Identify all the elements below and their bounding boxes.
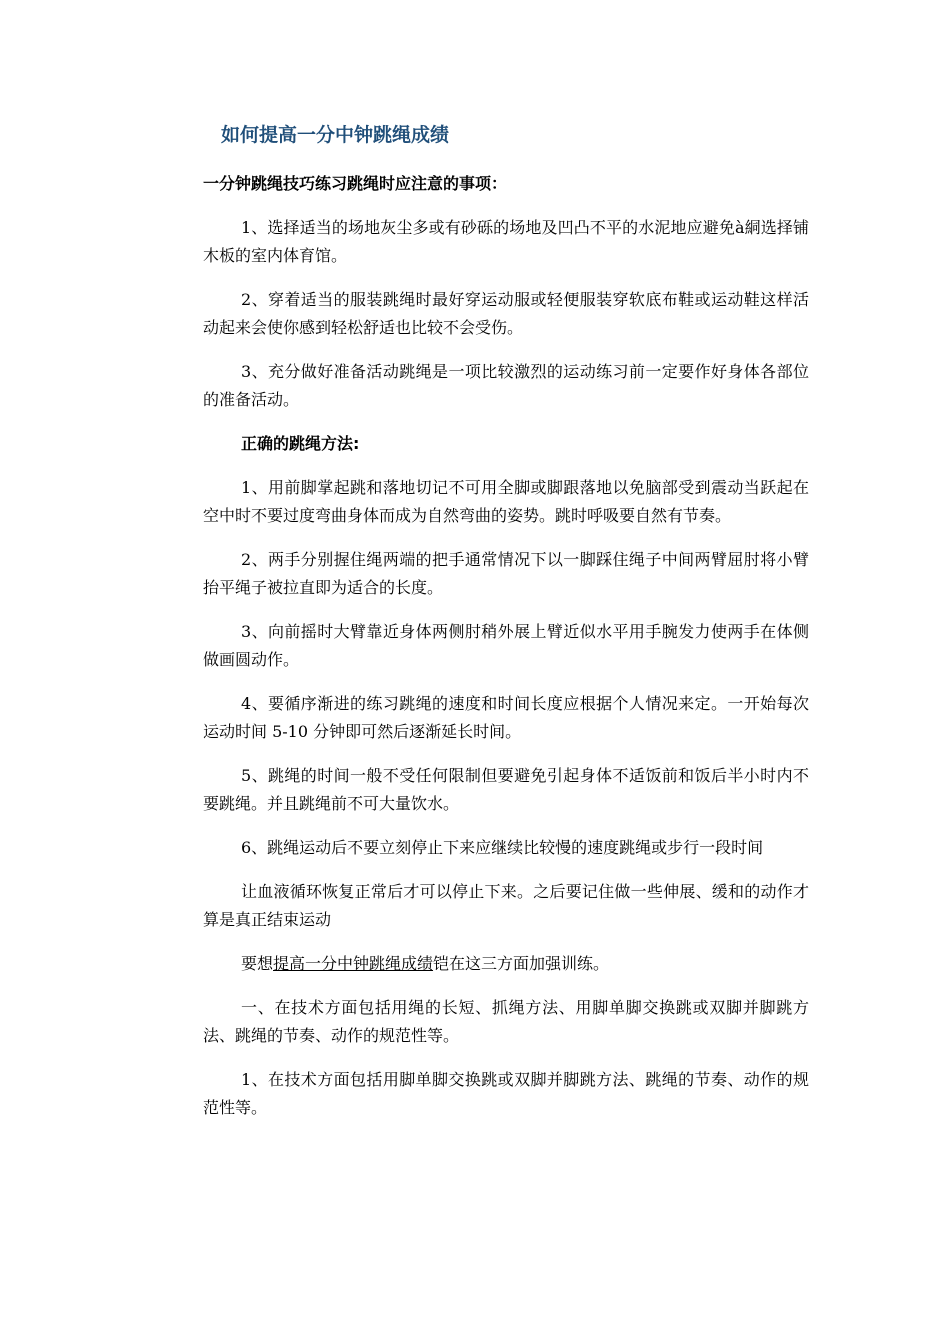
notes-subheading: 一分钟跳绳技巧练习跳绳时应注意的事项： xyxy=(203,174,508,193)
training-paragraph xyxy=(203,950,809,978)
document-title: 如何提高一分中钟跳绳成绩 xyxy=(221,124,450,146)
method-paragraph-3: 3、向前摇时大臂靠近身体两侧肘稍外展上臂近似水平用手腕发力使两手在体侧做画圆动作。 xyxy=(203,622,809,669)
training-link[interactable]: 提高一分中钟跳绳成绩 xyxy=(273,954,434,973)
point-paragraph-2: 1、在技术方面包括用脚单脚交换跳或双脚并脚跳方法、跳绳的节奏、动作的规范性等。 xyxy=(203,1070,809,1117)
method-paragraph-2: 2、两手分别握住绳两端的把手通常情况下以一脚踩住绳子中间两臂屈肘将小臂抬平绳子被拉直即为适合的长度。 xyxy=(203,550,809,597)
method-paragraph-4: 4、要循序渐进的练习跳绳的速度和时间长度应根据个人情况来定。一开始每次运动时间 5-10 分钟即可然后逐渐延长时间。 xyxy=(203,694,809,741)
note-paragraph-3: 3、充分做好准备活动跳绳是一项比较激烈的运动练习前一定要作好身体各部位的准备活动。 xyxy=(203,362,809,409)
method-paragraph-5: 5、跳绳的时间一般不受任何限制但要避免引起身体不适饭前和饭后半小时内不要跳绳。并且跳绳前不可大量饮水。 xyxy=(203,766,809,813)
document-page xyxy=(203,120,809,1122)
training-prefix: 要想 xyxy=(241,954,274,973)
note-paragraph-1: 1、选择适当的场地灰尘多或有砂砾的场地及凹凸不平的水泥地应避免à絧选择铺木板的室内体育馆。 xyxy=(203,218,809,265)
method-paragraph-1: 1、用前脚掌起跳和落地切记不可用全脚或脚跟落地以免脑部受到震动当跃起在空中时不要过度弯曲身体而成为自然弯曲的姿势。跳时呼吸要自然有节奏。 xyxy=(203,478,809,525)
note-paragraph-2: 2、穿着适当的服装跳绳时最好穿运动服或轻便服装穿软底布鞋或运动鞋这样活动起来会使你感到轻松舒适也比较不会受伤。 xyxy=(203,290,809,337)
method-heading: 正确的跳绳方法: xyxy=(241,434,360,453)
method-paragraph-6: 6、跳绳运动后不要立刻停止下来应继续比较慢的速度跳绳或步行一段时间 xyxy=(241,838,764,857)
training-suffix: 铠在这三方面加强训练。 xyxy=(433,954,610,973)
point-paragraph-1: 一、在技术方面包括用绳的长短、抓绳方法、用脚单脚交换跳或双脚并脚跳方法、跳绳的节奏、动作的规范性等。 xyxy=(203,998,809,1045)
method-paragraph-7: 让血液循环恢复正常后才可以停止下来。之后要记住做一些伸展、缓和的动作才算是真正结束运动 xyxy=(203,882,809,929)
